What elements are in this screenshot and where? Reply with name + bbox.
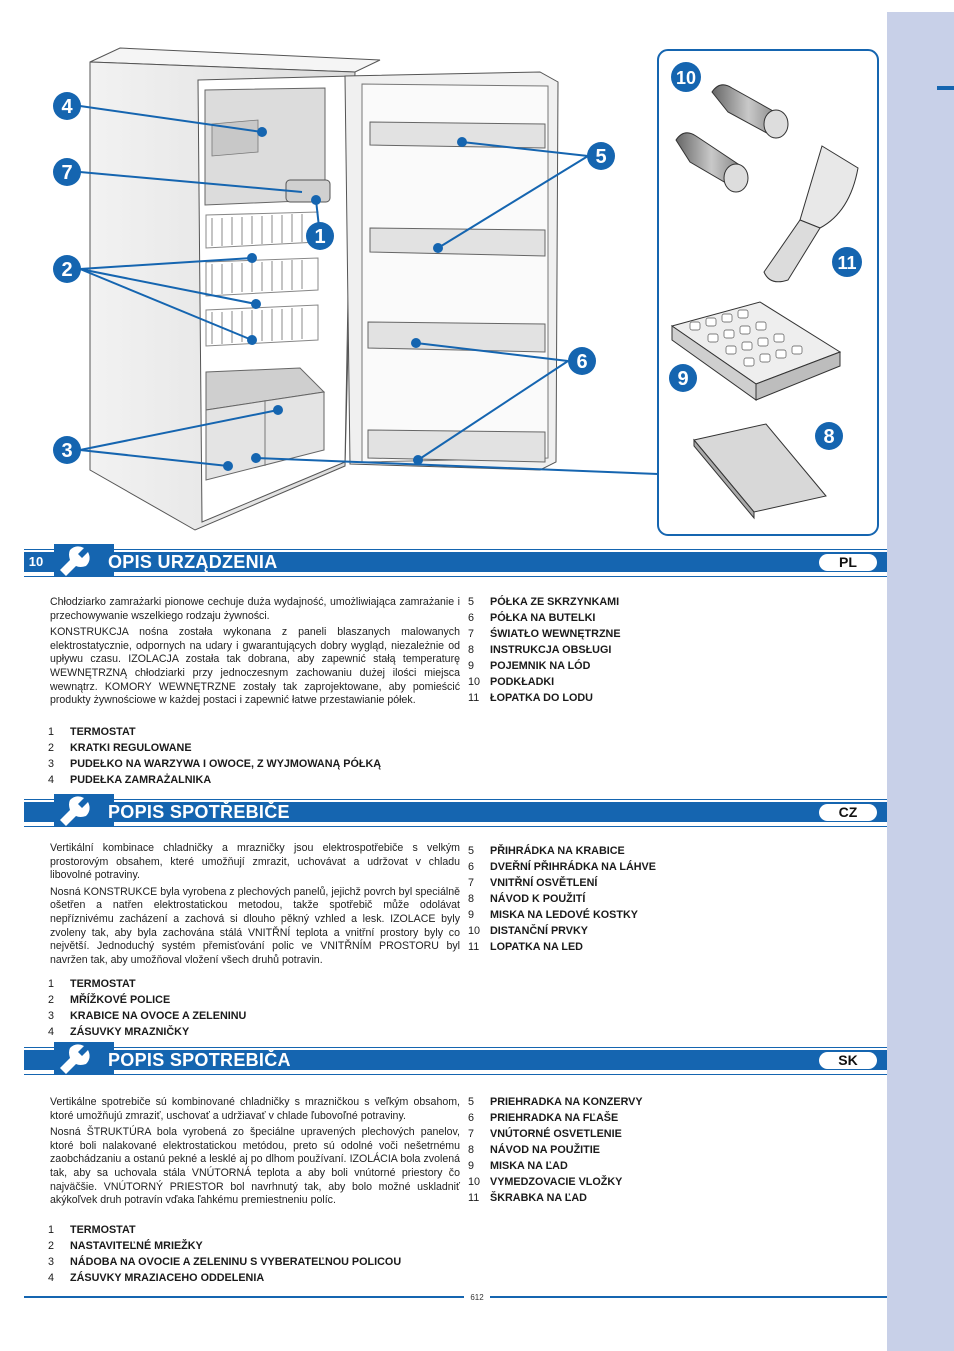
list-item: 7 VNITŘNÍ OSVĚTLENÍ xyxy=(468,877,598,889)
paragraph: Chłodziarko zamrażarki pionowe cechuje duża wydajność, umożliwiająca zamrażanie i przechowywanie wszelkiego rodzaju żywności. xyxy=(50,596,460,622)
svg-text:5: 5 xyxy=(595,146,607,168)
section-header-pl xyxy=(24,546,887,572)
list-item: 9 POJEMNIK NA LÓD xyxy=(468,660,591,672)
callout-7 xyxy=(53,158,81,186)
list-item: 2 KRATKI REGULOWANE xyxy=(48,742,192,754)
callout-1 xyxy=(306,222,334,250)
list-item: 5 PRIEHRADKA NA KONZERVY xyxy=(468,1096,643,1108)
list-item: 3 KRABICE NA OVOCE A ZELENINU xyxy=(48,1010,247,1022)
language-badge: SK xyxy=(819,1052,877,1069)
list-item: 9 MISKA NA ĽAD xyxy=(468,1160,568,1172)
list-item: 4 PUDEŁKA ZAMRAŻALNIKA xyxy=(48,774,212,786)
svg-text:4: 4 xyxy=(61,96,73,118)
section-title: OPIS URZĄDZENIA xyxy=(108,552,278,572)
list-item: 6 PÓŁKA NA BUTELKI xyxy=(468,612,596,624)
list-item: 4 ZÁSUVKY MRAZIACEHO ODDELENIA xyxy=(48,1272,265,1284)
page-number-tab: 10 xyxy=(24,552,48,572)
section-title: POPIS SPOTŘEBIČE xyxy=(108,802,290,822)
component-list-right xyxy=(468,594,621,706)
component-list-right xyxy=(468,1094,643,1206)
svg-text:1: 1 xyxy=(314,226,326,248)
svg-text:11: 11 xyxy=(837,253,857,273)
paragraph: KONSTRUKCJA nośna została wykonana z paneli blaszanych malowanych elektrostatycznie, odpornych na udary i gwarantujących dobry wygląd, niezależnie od upływu czasu. IZOLACJA została tak dobrana, aby zapewnić stałą temperaturę WEWNĘTRZNĄ chłodziarki przy jednoczesnym zachowaniu dużej ilości miejsca wewnątrz. KOMORY WEWNĘTRZNE zostały tak zaprojektowane, aby pomieścić produkty żywnościowe w każdej postaci i zapewnić łatwe przestawianie półek. xyxy=(50,626,460,707)
list-item: 6 PRIEHRADKA NA FĽAŠE xyxy=(468,1112,619,1124)
list-item: 11 ŁOPATKA DO LODU xyxy=(468,692,593,704)
callout-3 xyxy=(53,436,81,464)
paragraph: Vertikální kombinace chladničky a mrazničky jsou elektrospotřebiče s velkým prostorovým obsahem, které umožňují zmrazit, uchovávat a udržovat v chladu libovolné potraviny. xyxy=(50,842,460,882)
list-item: 1 TERMOSTAT xyxy=(48,1224,136,1236)
list-item: 2 MŘÍŽKOVÉ POLICE xyxy=(48,994,171,1006)
callout-5 xyxy=(587,142,615,170)
fridge-illustration xyxy=(0,0,887,545)
list-item: 9 MISKA NA LEDOVÉ KOSTKY xyxy=(468,909,638,921)
section-title: POPIS SPOTREBIČA xyxy=(108,1050,291,1070)
section-body-cz xyxy=(50,842,460,970)
list-item: 4 ZÁSUVKY MRAZNIČKY xyxy=(48,1026,190,1038)
component-list-left xyxy=(48,724,381,788)
language-badge: PL xyxy=(819,554,877,571)
svg-text:9: 9 xyxy=(677,368,689,390)
callout-10 xyxy=(671,62,701,92)
svg-text:7: 7 xyxy=(61,162,73,184)
svg-text:3: 3 xyxy=(61,440,73,462)
footer-code: 612 xyxy=(464,1293,490,1302)
paragraph: Nosná KONSTRUKCE byla vyrobena z plechových panelů, jejichž povrch byl speciálně ošetřen a natřen elektrostatickou metodou, takže spotřebič může odolávat nepříznivému zacházení a zachová si dlouho pěkný vzhled a lesk. IZOLACE byly zvoleny tak, aby byla zachována stálá VNITŘNÍ teplota a vnitřní prostory byly co největší. Jednoduchý systém přemisťování polic ve VNITŘNÍM PROSTORU byl navržen tak, aby umožňoval vložení všech druhů potravin. xyxy=(50,885,460,966)
svg-text:8: 8 xyxy=(823,426,835,448)
list-item: 8 NÁVOD NA POUŽITIE xyxy=(468,1144,600,1156)
footer-rule xyxy=(24,1296,887,1298)
callout-6 xyxy=(568,347,596,375)
fridge-cabinet xyxy=(90,48,380,530)
list-item: 11 ŠKRABKA NA ĽAD xyxy=(468,1192,587,1204)
section-header-cz xyxy=(24,796,887,822)
section-body-pl xyxy=(50,596,460,711)
list-item: 2 NASTAVITEĽNÉ MRIEŽKY xyxy=(48,1240,203,1252)
callout-11 xyxy=(832,247,862,277)
list-item: 1 TERMOSTAT xyxy=(48,978,136,990)
component-list-left xyxy=(48,976,246,1040)
list-item: 10 PODKŁADKI xyxy=(468,676,555,688)
list-item: 11 LOPATKA NA LED xyxy=(468,941,583,953)
list-item: 5 PÓŁKA ZE SKRZYNKAMI xyxy=(468,596,620,608)
section-body-sk xyxy=(50,1096,460,1211)
component-list-right xyxy=(468,843,656,955)
component-list-left xyxy=(48,1222,401,1286)
list-item: 10 VYMEDZOVACIE VLOŽKY xyxy=(468,1176,623,1188)
callout-4 xyxy=(53,92,81,120)
list-item: 8 NÁVOD K POUŽITÍ xyxy=(468,893,586,905)
list-item: 6 DVEŘNÍ PŘIHRÁDKA NA LÁHVE xyxy=(468,861,656,873)
language-badge: CZ xyxy=(819,804,877,821)
list-item: 5 PŘIHRÁDKA NA KRABICE xyxy=(468,845,625,857)
paragraph: Vertikálne spotrebiče sú kombinované chladničky s mrazničkou s veľkým obsahom, ktoré umožňujú zmraziť, uschovať a udržiavať v chlade ľubovoľné potraviny. xyxy=(50,1096,460,1122)
paragraph: Nosná ŠTRUKTÚRA bola vyrobená zo špeciálne upravených plechových panelov, ktoré boli nalakované elektrostatickou metódou, preto sú odolné voči nešetrnému zaobchádzaniu a ostanú pekné a lesklé aj po dlhom používaní. IZOLÁCIA bola zvolená tak, aby sa uchovala stála VNÚTORNÁ teplota a aby boli vnútorné priestory čo najväčšie. VNÚTORNÝ PRIESTOR bol navrhnutý tak, aby bolo možné uskladniť akýkoľvek druh potravín vďaka ľahkému premiestneniu políc. xyxy=(50,1126,460,1207)
list-item: 3 PUDEŁKO NA WARZYWA I OWOCE, Z WYJMOWANĄ PÓŁKĄ xyxy=(48,758,382,770)
section-header-sk xyxy=(24,1044,887,1070)
side-tab xyxy=(887,12,954,1351)
callout-9 xyxy=(669,364,697,392)
callout-2 xyxy=(53,255,81,283)
list-item: 8 INSTRUKCJA OBSŁUGI xyxy=(468,644,612,656)
callout-8 xyxy=(815,422,843,450)
list-item: 7 VNÚTORNÉ OSVETLENIE xyxy=(468,1128,622,1140)
fridge-door xyxy=(345,72,558,470)
list-item: 1 TERMOSTAT xyxy=(48,726,136,738)
list-item: 3 NÁDOBA NA OVOCIE A ZELENINU S VYBERATEĽNOU POLICOU xyxy=(48,1256,402,1268)
svg-text:10: 10 xyxy=(675,68,697,88)
svg-text:2: 2 xyxy=(61,259,73,281)
list-item: 10 DISTANČNÍ PRVKY xyxy=(468,925,588,937)
side-tab-marker xyxy=(937,86,954,90)
list-item: 7 ŚWIATŁO WEWNĘTRZNE xyxy=(468,628,621,640)
svg-text:6: 6 xyxy=(576,351,588,373)
